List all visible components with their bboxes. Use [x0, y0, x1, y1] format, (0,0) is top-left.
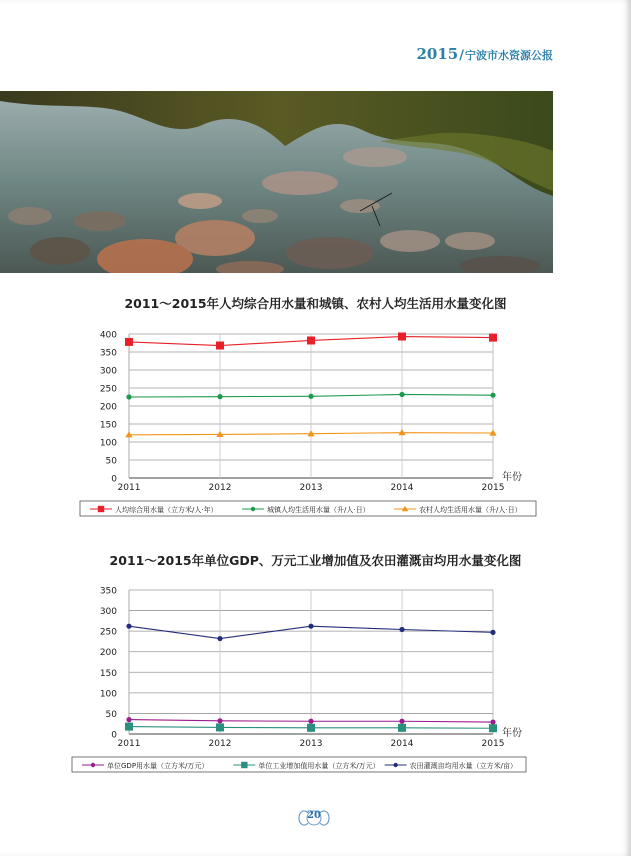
x-tick-label: 2015 — [481, 739, 505, 749]
data-point — [216, 723, 224, 731]
data-point — [217, 394, 222, 399]
y-tick-label: 200 — [99, 402, 117, 413]
x-tick-label: 2012 — [208, 483, 232, 493]
page-number: 20 — [307, 810, 321, 821]
data-point — [217, 718, 222, 723]
data-point — [398, 724, 406, 732]
series-3 — [125, 429, 496, 437]
legend-label: 城镇人均生活用水量（升/人·日） — [267, 506, 370, 514]
series-2 — [125, 723, 497, 733]
x-tick-label: 2014 — [390, 483, 414, 493]
y-tick-label: 0 — [111, 474, 117, 485]
y-tick-label: 300 — [99, 607, 117, 618]
header-separator: / — [459, 48, 464, 63]
legend-label: 农田灌溉亩均用水量（立方米/亩） — [409, 762, 518, 770]
data-point — [217, 636, 222, 641]
x-tick-label: 2011 — [117, 483, 141, 493]
river-rocks-illustration — [0, 91, 553, 273]
river-rocks-photo — [0, 91, 553, 273]
chart1-title: 2011～2015年人均综合用水量和城镇、农村人均生活用水量变化图 — [124, 296, 507, 311]
y-tick-label: 250 — [99, 627, 117, 638]
data-point — [398, 333, 406, 341]
y-tick-label: 50 — [105, 709, 117, 720]
y-tick-label: 200 — [99, 648, 117, 659]
y-tick-label: 100 — [99, 689, 117, 700]
data-point — [490, 393, 495, 398]
header-publication: 宁波市水资源公报 — [465, 49, 553, 62]
chart2-title: 2011～2015年单位GDP、万元工业增加值及农田灌溉亩均用水量变化图 — [109, 553, 522, 568]
data-point — [399, 719, 404, 724]
legend-marker — [251, 507, 255, 511]
data-point — [126, 717, 131, 722]
data-point — [490, 719, 495, 724]
legend-label: 人均综合用水量（立方米/人·年） — [115, 506, 218, 514]
data-point — [399, 627, 404, 632]
x-unit-label: 年份 — [502, 728, 522, 739]
data-point — [489, 724, 497, 732]
x-tick-label: 2013 — [299, 483, 323, 493]
legend-marker — [91, 763, 95, 767]
data-point — [126, 394, 131, 399]
data-point — [125, 338, 133, 346]
x-tick-label: 2011 — [117, 739, 141, 749]
y-tick-label: 350 — [99, 348, 117, 359]
legend-marker — [98, 506, 104, 512]
x-unit-label: 年份 — [502, 472, 522, 483]
data-point — [307, 724, 315, 732]
x-tick-label: 2013 — [299, 739, 323, 749]
data-point — [490, 630, 495, 635]
chart2-unit-water-use — [70, 580, 560, 776]
data-point — [126, 624, 131, 629]
y-tick-label: 250 — [99, 384, 117, 395]
legend-label: 农村人均生活用水量（升/人·日） — [419, 506, 522, 514]
data-point — [125, 723, 133, 731]
data-point — [308, 394, 313, 399]
data-point — [308, 624, 313, 629]
page-number-badge — [296, 807, 332, 829]
data-point — [307, 336, 315, 344]
data-point — [399, 392, 404, 397]
data-point — [308, 719, 313, 724]
legend-label: 单位工业增加值用水量（立方米/万元） — [258, 762, 380, 770]
legend-marker — [393, 763, 397, 767]
y-tick-label: 0 — [111, 730, 117, 741]
y-tick-label: 50 — [105, 456, 117, 467]
x-tick-label: 2012 — [208, 739, 232, 749]
data-point — [216, 342, 224, 350]
y-tick-label: 350 — [99, 586, 117, 597]
y-tick-label: 150 — [99, 668, 117, 679]
header-year: 2015 — [416, 45, 459, 63]
y-tick-label: 300 — [99, 366, 117, 377]
y-tick-label: 150 — [99, 420, 117, 431]
y-tick-label: 100 — [99, 438, 117, 449]
y-tick-label: 400 — [99, 330, 117, 341]
chart1-per-capita-water-use — [70, 322, 560, 522]
data-point — [489, 334, 497, 342]
legend-marker — [241, 762, 247, 768]
legend-label: 单位GDP用水量（立方米/万元） — [107, 762, 209, 770]
page-header — [417, 45, 554, 63]
x-tick-label: 2014 — [390, 739, 414, 749]
x-tick-label: 2015 — [481, 483, 505, 493]
